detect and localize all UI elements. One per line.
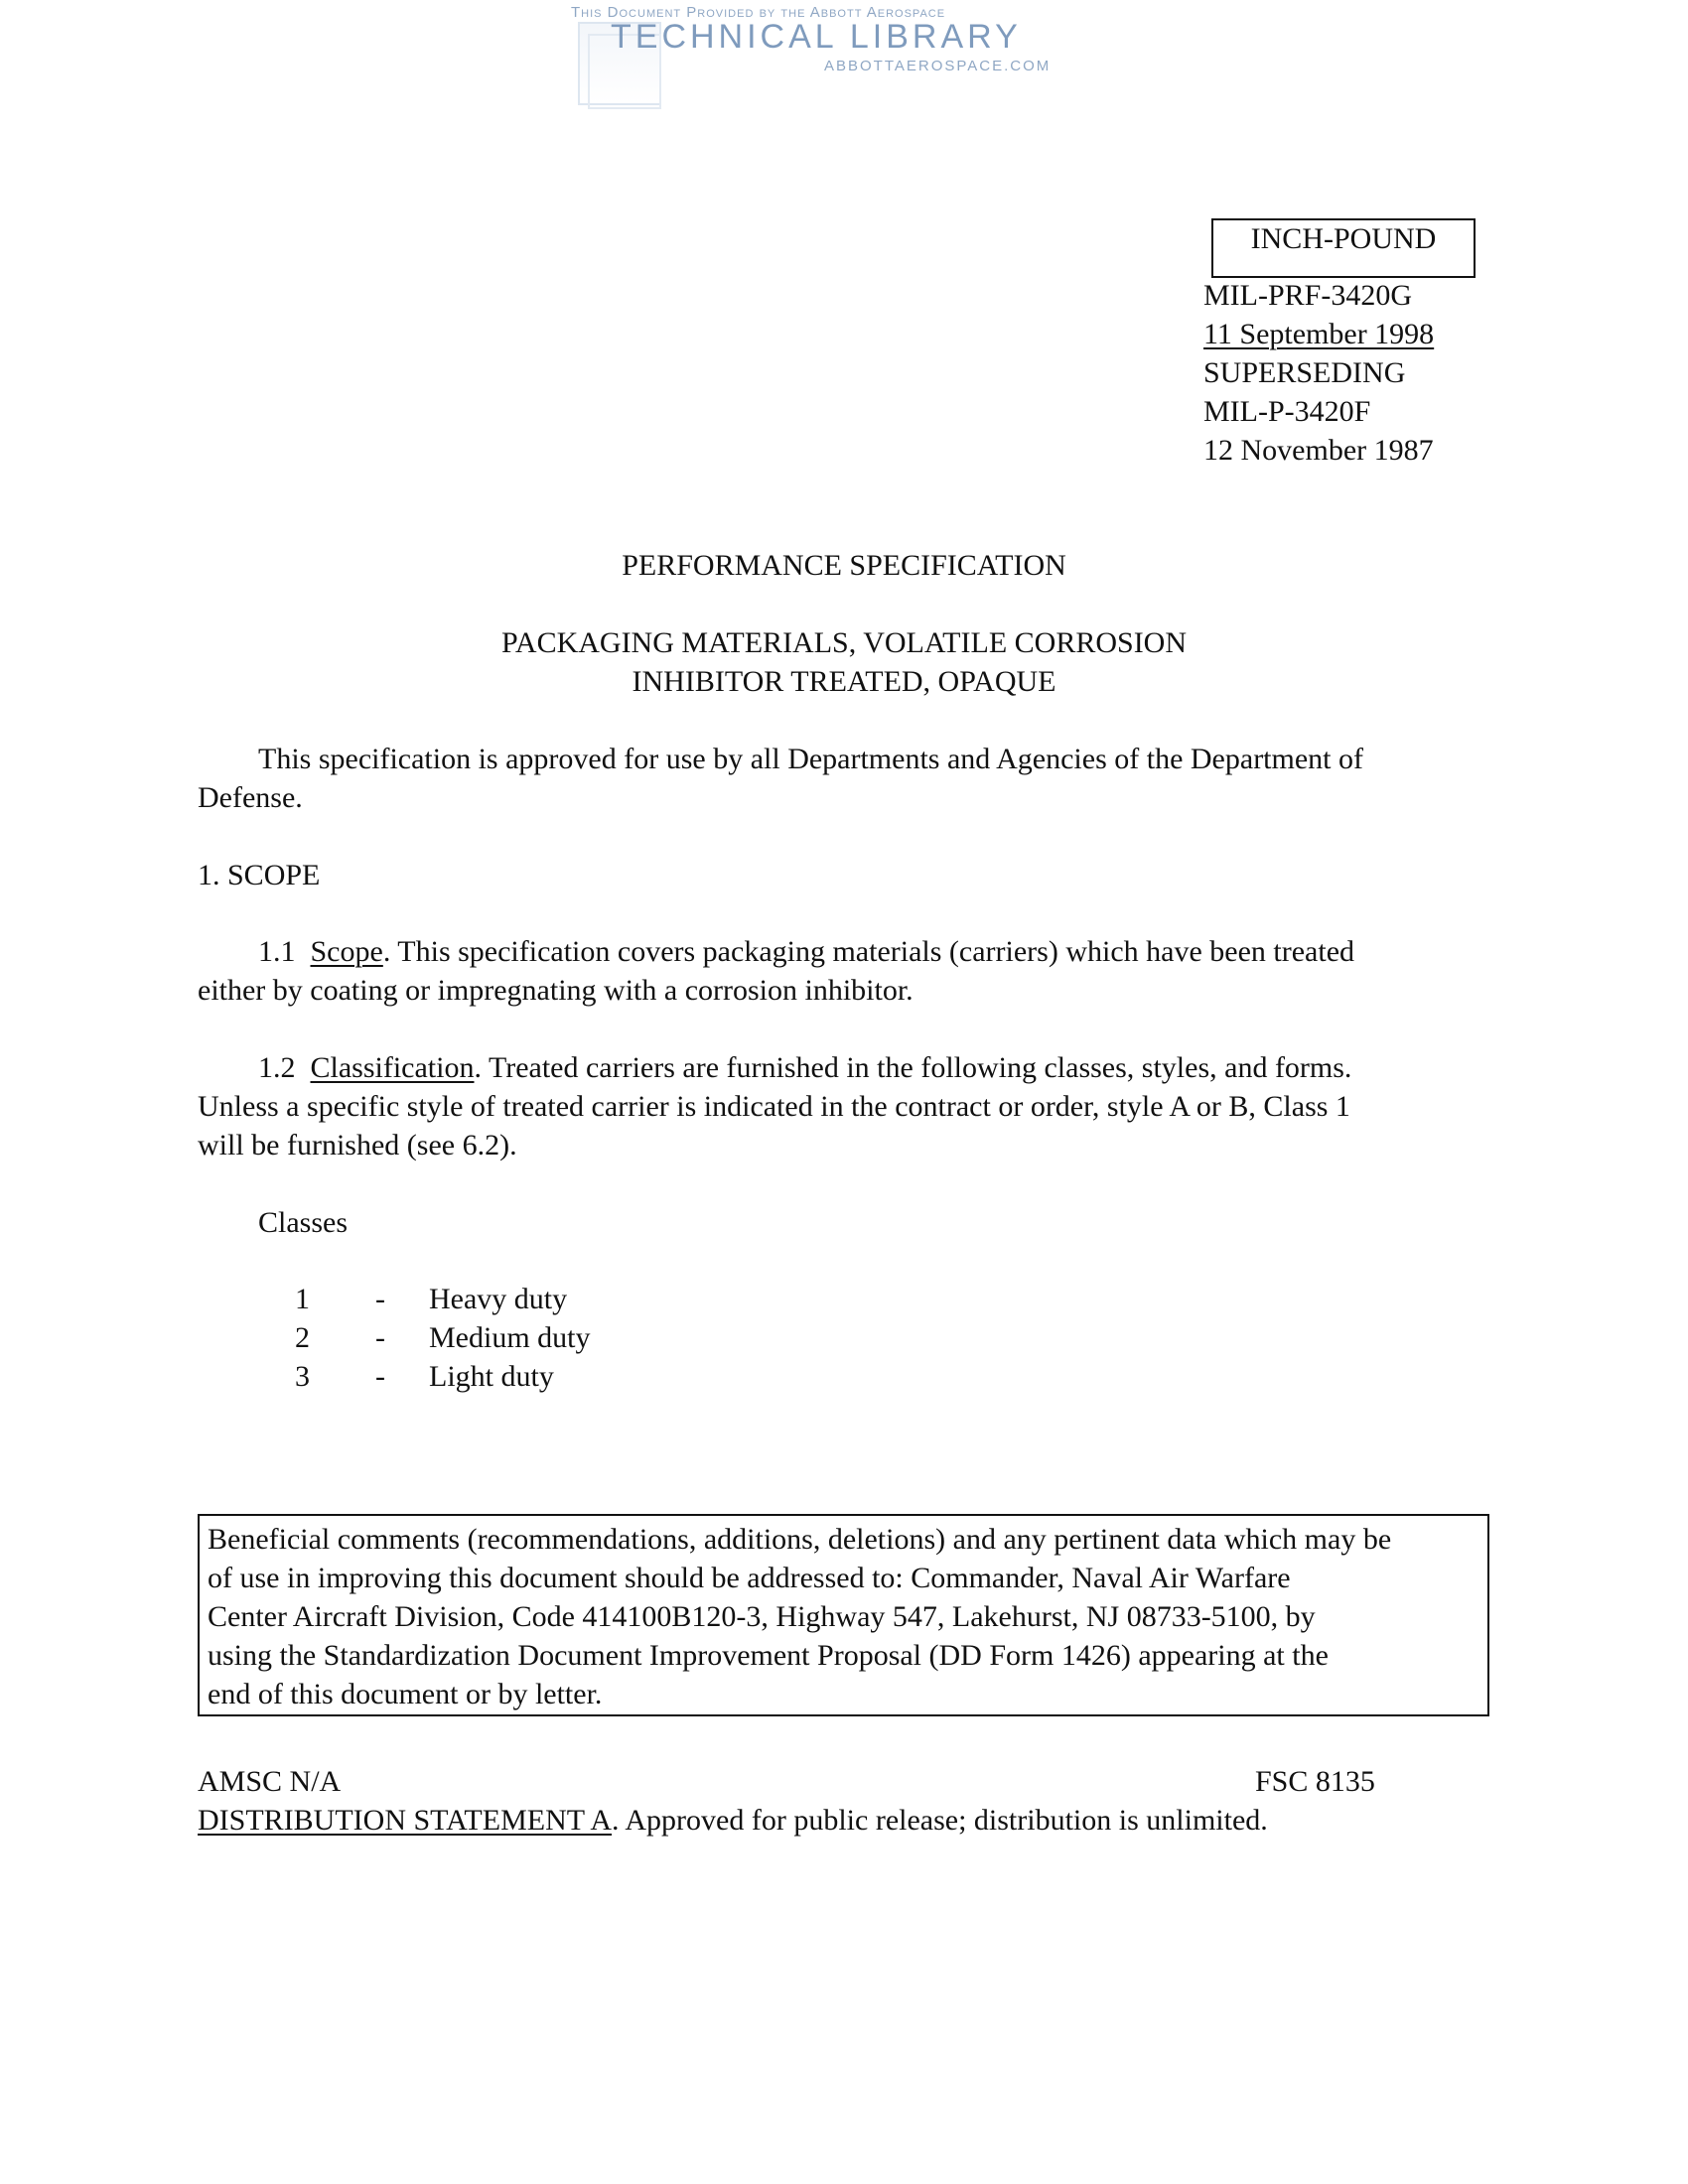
comments-line: of use in improving this document should be addressed to: Commander, Naval Air Warfare (208, 1562, 1291, 1594)
watermark-line3: ABBOTTAEROSPACE.COM (824, 58, 1052, 74)
para-1-1-line2: either by coating or impregnating with a corrosion inhibitor. (198, 974, 914, 1007)
class-num: 2 (295, 1321, 310, 1354)
title-line1: PACKAGING MATERIALS, VOLATILE CORROSION (500, 626, 1188, 659)
para-1-2-line1 (258, 1048, 1351, 1087)
class-label: Light duty (429, 1360, 554, 1393)
para-title: Classification (310, 1051, 475, 1084)
classes-label: Classes (258, 1206, 348, 1239)
comments-line: using the Standardization Document Improvement Proposal (DD Form 1426) appearing at the (208, 1639, 1329, 1672)
class-dash: - (375, 1283, 385, 1315)
doc-number: MIL-PRF-3420G (1203, 279, 1413, 312)
amsc: AMSC N/A (198, 1765, 342, 1798)
para-text: . This specification covers packaging materials (carriers) which have been treated (382, 935, 1355, 968)
para-1-2-line3: will be furnished (see 6.2). (198, 1129, 517, 1161)
para-num: 1.1 (258, 935, 296, 968)
doc-date: 11 September 1998 (1203, 318, 1435, 350)
abbott-watermark-logo (566, 0, 1082, 109)
distribution-statement (198, 1801, 1268, 1840)
superseded-date: 12 November 1987 (1203, 434, 1434, 467)
para-text: . Treated carriers are furnished in the following classes, styles, and forms. (474, 1051, 1352, 1084)
comments-line: Center Aircraft Division, Code 414100B120-3, Highway 547, Lakehurst, NJ 08733-5100, by (208, 1600, 1316, 1633)
comments-box (198, 1514, 1489, 1716)
class-label: Heavy duty (429, 1283, 568, 1315)
watermark-line2: TECHNICAL LIBRARY (611, 18, 1022, 56)
section-heading-scope: 1. SCOPE (198, 859, 321, 891)
fsc: FSC 8135 (1255, 1765, 1375, 1798)
class-label: Medium duty (429, 1321, 591, 1354)
spec-type: PERFORMANCE SPECIFICATION (622, 549, 1066, 582)
superseding-label: SUPERSEDING (1203, 356, 1406, 389)
comments-line: Beneficial comments (recommendations, additions, deletions) and any pertinent data which may be (208, 1523, 1392, 1556)
inch-pound-box: INCH-POUND (1211, 218, 1476, 278)
approval-line1: This specification is approved for use by all Departments and Agencies of the Department of (258, 743, 1363, 775)
title-line2: INHIBITOR TREATED, OPAQUE (632, 665, 1056, 698)
comments-line: end of this document or by letter. (208, 1678, 603, 1710)
para-1-2-line2: Unless a specific style of treated carrier is indicated in the contract or order, style A or B, Class 1 (198, 1090, 1350, 1123)
class-dash: - (375, 1360, 385, 1393)
para-title: Scope (310, 935, 383, 968)
para-1-1-line1 (258, 932, 1354, 971)
watermark-line1: This Document Provided by the Abbott Aerospace (571, 4, 946, 21)
distribution-label: DISTRIBUTION STATEMENT A (198, 1804, 613, 1837)
approval-line2: Defense. (198, 781, 303, 814)
distribution-text: . Approved for public release; distribution is unlimited. (612, 1804, 1268, 1837)
superseded-doc: MIL-P-3420F (1203, 395, 1371, 428)
class-num: 3 (295, 1360, 310, 1393)
class-dash: - (375, 1321, 385, 1354)
para-num: 1.2 (258, 1051, 296, 1084)
class-num: 1 (295, 1283, 310, 1315)
